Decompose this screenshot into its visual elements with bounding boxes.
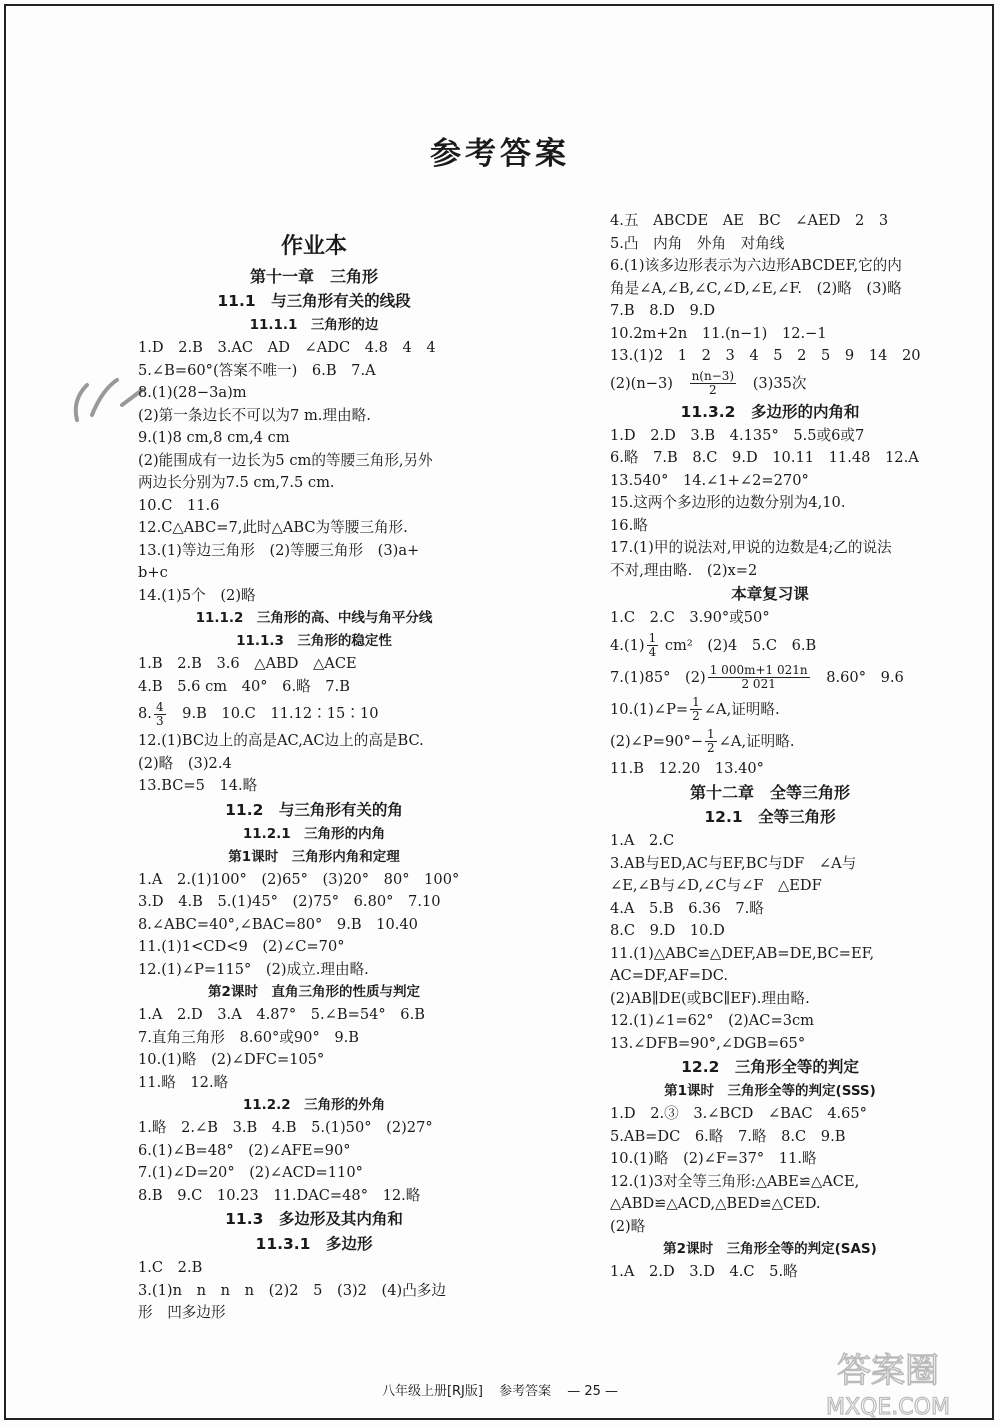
answer-line: 5.∠B=60°(答案不唯一) 6.B 7.A [138, 361, 376, 379]
fraction [647, 632, 659, 659]
answer-line: 11.B 12.20 13.40° [610, 759, 764, 777]
answer-line: 13.(1)2 1 2 3 4 5 2 5 9 14 20 [610, 347, 921, 364]
answer-line: 10.2m+2n 11.(n−1) 12.−1 [610, 324, 827, 342]
watermark-line1: 答案圈 [837, 1351, 939, 1391]
fraction-denominator: 2 [692, 709, 700, 723]
answer-line: 1.C 2.B [138, 1259, 203, 1276]
answer-line: 13.540° 14.∠1+∠2=270° [610, 471, 809, 489]
answer-line: (2)略 [610, 1217, 646, 1235]
answer-line: 4.五 ABCDE AE BC ∠AED 2 3 [610, 212, 889, 229]
section-heading: 11.2 与三角形有关的角 [225, 800, 403, 819]
section-heading: 第十一章 三角形 [249, 267, 378, 286]
answer-line: 13.∠DFB=90°,∠DGB=65° [610, 1034, 806, 1052]
answer-line: 13.(1)等边三角形 (2)等腰三角形 (3)a+ [138, 541, 420, 559]
answer-line: 8.B 9.C 10.23 11.DAC=48° 12.略 [138, 1186, 421, 1204]
answer-line: 6.略 7.B 8.C 9.D 10.11 11.48 12.A [610, 449, 919, 466]
fraction-numerator: n(n−3) [691, 369, 735, 383]
answer-line: 5.AB=DC 6.略 7.略 8.C 9.B [610, 1127, 846, 1145]
section-heading: 11.2.2 三角形的外角 [242, 1097, 386, 1113]
section-heading: 11.1 与三角形有关的线段 [217, 292, 411, 310]
answer-text: 8.60° 9.6 [811, 668, 904, 686]
section-heading: 第2课时 三角形全等的判定(SAS) [663, 1241, 877, 1257]
section-heading: 12.1 全等三角形 [704, 808, 836, 826]
answer-line: (2)AB∥DE(或BC∥EF).理由略. [610, 989, 810, 1007]
answer-line: b+c [138, 564, 168, 581]
answer-text: (3)35次 [738, 374, 807, 392]
answer-line [610, 630, 930, 662]
answer-line [610, 662, 930, 694]
fraction-numerator: 4 [155, 699, 164, 714]
fraction-numerator: 1 [648, 631, 657, 645]
answer-text: (2)(n−3) [610, 374, 688, 392]
fraction-denominator: 2 [707, 741, 715, 755]
fraction-denominator: 3 [155, 713, 164, 728]
fraction-numerator: 1 [692, 695, 700, 709]
answer-line: 1.D 2.B 3.AC AD ∠ADC 4.8 4 4 [138, 339, 436, 356]
section-heading: 11.3.1 多边形 [255, 1235, 373, 1253]
fraction-denominator: 2 021 [741, 677, 776, 691]
answer-line: 9.(1)8 cm,8 cm,4 cm [138, 429, 290, 446]
answer-line: 5.凸 内角 外角 对角线 [610, 234, 785, 252]
answer-text: 10.(1)∠P= [610, 700, 689, 718]
section-heading: 第1课时 三角形全等的判定(SSS) [664, 1083, 876, 1099]
answer-line [610, 368, 930, 400]
watermark-line2: MXQE.COM [826, 1395, 950, 1420]
answer-line: 11.略 12.略 [138, 1073, 229, 1091]
footer-book: 八年级上册[RJ版] [381, 1384, 483, 1399]
answer-line: 12.(1)BC边上的高是AC,AC边上的高是BC. [138, 732, 424, 749]
footer-section: 参考答案 [499, 1384, 552, 1399]
answer-text: (2)∠P=90°− [610, 732, 704, 750]
answer-line [610, 726, 930, 758]
right-column [610, 210, 930, 1284]
fraction-denominator: 4 [648, 645, 657, 659]
fraction-numerator: 1 [707, 727, 715, 741]
answer-text: 4.(1) [610, 636, 645, 654]
watermark-logo [818, 1340, 958, 1420]
answer-line: 6.(1)该多边形表示为六边形ABCDEF,它的内 [610, 257, 902, 274]
answer-line: 3.AB与ED,AC与EF,BC与DF ∠A与 [610, 854, 857, 872]
section-heading: 11.3.2 多边形的内角和 [680, 402, 860, 421]
fraction-denominator: 2 [709, 383, 717, 397]
section-heading: 第2课时 直角三角形的性质与判定 [208, 984, 420, 1000]
answer-line: 8.(1)(28−3a)m [138, 384, 247, 401]
answer-line: 1.D 2.③ 3.∠BCD ∠BAC 4.65° [610, 1105, 867, 1122]
answer-line: 12.(1)∠P=115° (2)成立.理由略. [138, 960, 369, 978]
answer-line: 1.A 2.C [610, 832, 675, 849]
answer-line: 7.B 8.D 9.D [610, 302, 716, 319]
answer-line: 1.B 2.B 3.6 △ABD △ACE [138, 655, 357, 672]
answer-line: 1.A 2.D 3.D 4.C 5.略 [610, 1263, 798, 1280]
answer-line: 15.这两个多边形的边数分别为4,10. [610, 494, 846, 511]
section-heading: 11.1.3 三角形的稳定性 [236, 633, 392, 649]
fraction [154, 701, 166, 728]
section-heading: 11.3 多边形及其内角和 [225, 1210, 403, 1228]
answer-line: 角是∠A,∠B,∠C,∠D,∠E,∠F. (2)略 (3)略 [610, 279, 902, 297]
answer-text: 8. [138, 705, 152, 722]
answer-line: (2)略 (3)2.4 [138, 754, 232, 772]
answer-line: 10.(1)略 (2)∠DFC=105° [138, 1051, 325, 1068]
answer-line [610, 694, 930, 726]
answer-line: 10.C 11.6 [138, 496, 220, 514]
answer-line: 8.∠ABC=40°,∠BAC=80° 9.B 10.40 [138, 915, 418, 933]
answer-line: 不对,理由略. (2)x=2 [610, 561, 758, 579]
section-heading: 11.2.1 三角形的内角 [242, 825, 386, 842]
fraction [705, 728, 717, 755]
answer-line: 7.直角三角形 8.60°或90° 9.B [138, 1028, 359, 1046]
answer-line: 1.A 2.(1)100° (2)65° (3)20° 80° 100° [138, 870, 460, 888]
answer-line: 4.A 5.B 6.36 7.略 [610, 899, 764, 917]
answer-line: 6.(1)∠B=48° (2)∠AFE=90° [138, 1141, 351, 1159]
fraction [690, 370, 737, 397]
left-column [138, 230, 490, 1325]
answer-line: 两边长分别为7.5 cm,7.5 cm. [138, 474, 335, 491]
section-heading: 11.1.2 三角形的高、中线与角平分线 [195, 610, 433, 626]
section-heading: 本章复习课 [731, 585, 809, 603]
fraction-numerator: 1 000m+1 021n [709, 663, 808, 677]
section-heading: 11.1.1 三角形的边 [249, 317, 379, 333]
answer-line: 7.(1)∠D=20° (2)∠ACD=110° [138, 1164, 363, 1181]
answer-line: ∠E,∠B与∠D,∠C与∠F △EDF [610, 877, 822, 894]
answer-line: 14.(1)5个 (2)略 [138, 586, 256, 604]
answer-line: 10.(1)略 (2)∠F=37° 11.略 [610, 1150, 817, 1167]
fraction [708, 664, 810, 691]
answer-line: AC=DF,AF=DC. [610, 967, 729, 984]
answer-text: cm² (2)4 5.C 6.B [660, 636, 817, 654]
answer-line: (2)第一条边长不可以为7 m.理由略. [138, 406, 371, 424]
answer-line: 11.(1)1<CD<9 (2)∠C=70° [138, 938, 345, 955]
answer-line: 17.(1)甲的说法对,甲说的边数是4;乙的说法 [610, 539, 892, 556]
answer-text: ∠A,证明略. [703, 700, 780, 718]
section-heading: 第1课时 三角形内角和定理 [228, 848, 400, 865]
answer-line: 3.D 4.B 5.(1)45° (2)75° 6.80° 7.10 [138, 893, 441, 910]
answer-line: 12.C△ABC=7,此时△ABC为等腰三角形. [138, 519, 408, 536]
answer-line [138, 698, 490, 730]
answer-line: 12.(1)∠1=62° (2)AC=3cm [610, 1012, 814, 1029]
page-title: 参考答案 [430, 136, 570, 172]
answer-line: 1.D 2.D 3.B 4.135° 5.5或6或7 [610, 426, 865, 444]
answer-line: 1.略 2.∠B 3.B 4.B 5.(1)50° (2)27° [138, 1119, 433, 1136]
section-heading: 第十二章 全等三角形 [689, 783, 850, 802]
answer-line: 3.(1)n n n n (2)2 5 (3)2 (4)凸多边 [138, 1281, 447, 1299]
answer-line: 11.(1)△ABC≌△DEF,AB=DE,BC=EF, [610, 944, 875, 962]
answer-text: ∠A,证明略. [718, 732, 795, 750]
answer-line: (2)能围成有一边长为5 cm的等腰三角形,另外 [138, 451, 433, 469]
answer-text: 9.B 10.C 11.12∶15∶10 [167, 705, 379, 722]
answer-line: 1.C 2.C 3.90°或50° [610, 609, 770, 626]
answer-line: 8.C 9.D 10.D [610, 922, 725, 939]
answer-line: △ABD≌△ACD,△BED≌△CED. [610, 1195, 821, 1212]
answer-line: 1.A 2.D 3.A 4.87° 5.∠B=54° 6.B [138, 1006, 425, 1023]
fraction [690, 696, 702, 723]
answer-line: 13.BC=5 14.略 [138, 777, 258, 794]
answer-text: 7.(1)85° (2) [610, 668, 706, 686]
footer-page-number: — 25 — [567, 1384, 619, 1399]
answer-line: 12.(1)3对全等三角形:△ABE≌△ACE, [610, 1172, 860, 1190]
section-heading: 12.2 三角形全等的判定 [681, 1058, 859, 1076]
section-heading: 作业本 [280, 234, 347, 259]
answer-line: 4.B 5.6 cm 40° 6.略 7.B [138, 677, 350, 695]
answer-line: 16.略 [610, 516, 648, 534]
answer-line: 形 凹多边形 [138, 1304, 226, 1321]
